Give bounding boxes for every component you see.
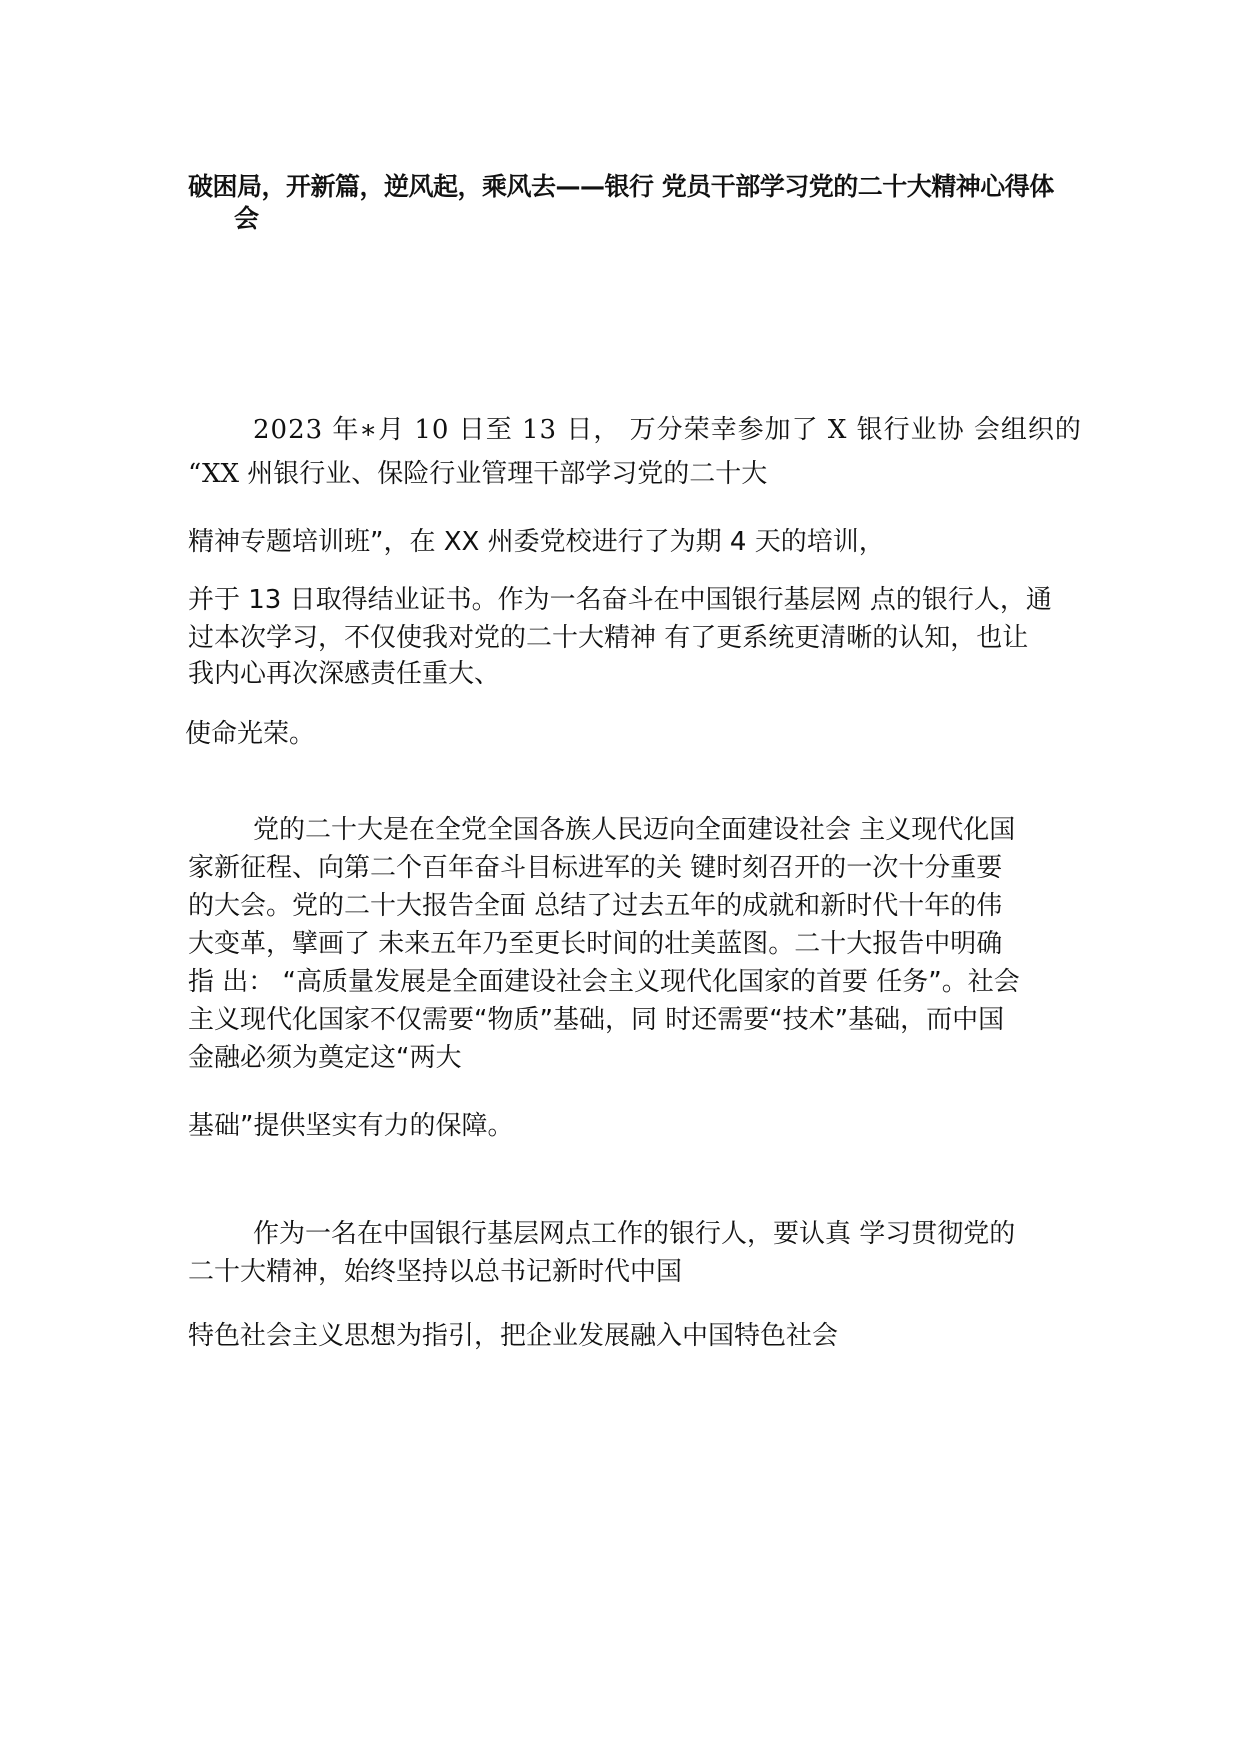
paragraph-2-line-2: 家新征程、向第二个百年奋斗目标进军的关 键时刻召开的一次十分重要 — [188, 853, 1003, 883]
paragraph-1-line-5: 过本次学习，不仅使我对党的二十大精神 有了更系统更清晰的认知，也让 — [188, 623, 1029, 653]
document-title-line-1: 破困局，开新篇，逆风起，乘风去——银行 党员干部学习党的二十大精神心得体 — [188, 172, 1054, 201]
paragraph-2-line-1: 党的二十大是在全党全国各族人民迈向全面建设社会 主义现代化国 — [253, 815, 1016, 845]
paragraph-1-line-3: 精神专题培训班”，在 XX 州委党校进行了为期 4 天的培训， — [188, 527, 885, 557]
paragraph-2-line-6: 主义现代化国家不仅需要“物质”基础，同 时还需要“技术”基础，而中国 — [188, 1005, 1005, 1035]
paragraph-1-line-1: 2023 年∗月 10 日至 13 日， 万分荣幸参加了 X 银行业协 会组织的 — [253, 415, 1082, 445]
paragraph-1-line-4: 并于 13 日取得结业证书。作为一名奋斗在中国银行基层网 点的银行人，通 — [188, 585, 1052, 615]
paragraph-1-line-7: 使命光荣。 — [185, 719, 316, 749]
paragraph-1-line-2: “XX 州银行业、保险行业管理干部学习党的二十大 — [188, 459, 768, 489]
document-title-line-2: 会 — [234, 204, 259, 233]
paragraph-2-line-3: 的大会。党的二十大报告全面 总结了过去五年的成就和新时代十年的伟 — [188, 891, 1003, 921]
paragraph-1-line-6: 我内心再次深感责任重大、 — [188, 659, 501, 689]
paragraph-2-line-7: 金融必须为奠定这“两大 — [188, 1043, 462, 1073]
paragraph-2-line-5: 指 出： “高质量发展是全面建设社会主义现代化国家的首要 任务”。社会 — [188, 967, 1020, 997]
paragraph-2-line-8: 基础”提供坚实有力的保障。 — [188, 1111, 514, 1141]
paragraph-2-line-4: 大变革，擘画了 未来五年乃至更长时间的壮美蓝图。二十大报告中明确 — [188, 929, 1003, 959]
paragraph-3-line-3: 特色社会主义思想为指引，把企业发展融入中国特色社会 — [188, 1321, 839, 1351]
paragraph-3-line-2: 二十大精神，始终坚持以总书记新时代中国 — [188, 1257, 683, 1287]
paragraph-3-line-1: 作为一名在中国银行基层网点工作的银行人，要认真 学习贯彻党的 — [253, 1219, 1016, 1249]
